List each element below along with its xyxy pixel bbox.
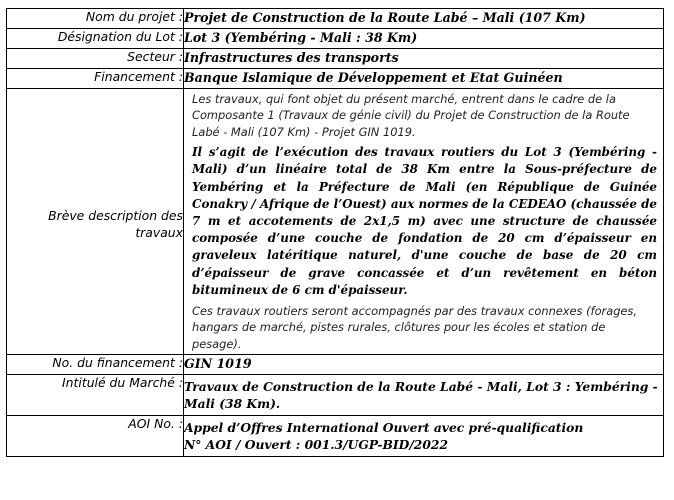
description-paragraph-1: Les travaux, qui font objet du présent marché, entrent dans le cadre de la Composante 1 (Travaux de génie civil) du Projet de Construction de la Route Labé - Mali (107 Km) - Projet GIN 1019. <box>192 92 630 139</box>
sector-label: Secteur : <box>7 49 184 69</box>
row-description <box>7 89 664 355</box>
row-financing <box>7 69 664 89</box>
row-lot <box>7 29 664 49</box>
project-name-label: Nom du projet : <box>7 9 184 29</box>
description-paragraph-3: Ces travaux routiers seront accompagnés par des travaux connexes (forages, hangars de marché, pistes rurales, clôtures pour les écoles et station de pesage). <box>192 304 637 351</box>
lot-value: Lot 3 (Yembéring - Mali : 38 Km) <box>184 29 664 49</box>
sector-value: Infrastructures des transports <box>184 49 664 69</box>
lot-label: Désignation du Lot : <box>7 29 184 49</box>
contract-title-value: Travaux de Construction de la Route Labé - Mali, Lot 3 : Yembéring - Mali (38 Km). <box>184 375 664 416</box>
financing-no-label: No. du financement : <box>7 355 184 375</box>
project-name-value: Projet de Construction de la Route Labé – Mali (107 Km) <box>184 9 664 29</box>
aoi-label: AOI No. : <box>7 416 184 457</box>
financing-no-value: GIN 1019 <box>184 355 664 375</box>
financing-label: Financement : <box>7 69 184 89</box>
financing-value: Banque Islamique de Développement et Etat Guinéen <box>184 69 664 89</box>
row-aoi <box>7 416 664 457</box>
row-contract-title <box>7 375 664 416</box>
row-financing-no <box>7 355 664 375</box>
contract-title-label: Intitulé du Marché : <box>7 375 184 416</box>
row-sector <box>7 49 664 69</box>
project-info-table <box>6 8 664 457</box>
description-label: Brève description des travaux <box>7 89 184 355</box>
aoi-value <box>184 416 664 457</box>
aoi-value-line-1: Appel d’Offres International Ouvert avec pré-qualification <box>184 420 584 436</box>
aoi-value-line-2: N° AOI / Ouvert : 001.3/UGP-BID/2022 <box>184 437 449 453</box>
row-project <box>7 9 664 29</box>
description-paragraph-2: Il s’agit de l’exécution des travaux routiers du Lot 3 (Yembéring - Mali) d’un linéaire total de 38 Km entre la Sous-préfecture de Yembéring et la Préfecture de Mali (en République de Guinée Conakry / Afrique de l’Ouest) aux normes de la CEDEAO (chaussée de 7 m et accotements de 2x1,5 m) avec une structure de chaussée composée d’une couche de fondation de 20 cm d’épaisseur en graveleux latéritique naturel, d'une couche de base de 20 cm d’épaisseur de grave concassée et d’un revêtement en béton bitumineux de 6 cm d'épaisseur. <box>192 145 657 297</box>
description-value <box>184 89 664 355</box>
